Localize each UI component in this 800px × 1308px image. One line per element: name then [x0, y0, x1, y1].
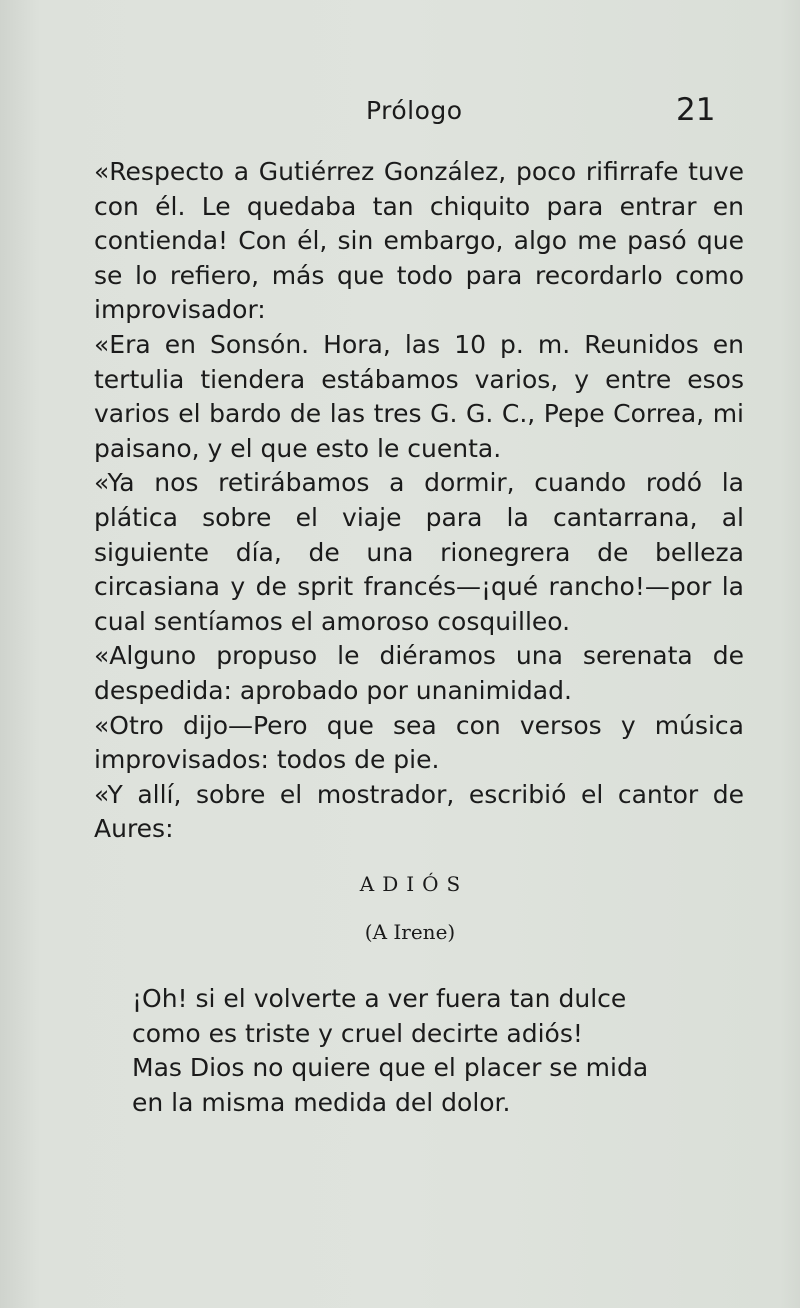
poem-body — [132, 982, 732, 1120]
poem-heading — [0, 872, 800, 944]
poem-line: ¡Oh! si el volverte a ver fuera tan dulce — [132, 984, 627, 1013]
paragraph: «Alguno propuso le diéramos una serenata de despedida: aprobado por unanimidad. — [94, 641, 744, 705]
poem-line: Mas Dios no quiere que el placer se mida — [132, 1053, 649, 1083]
prose-body — [94, 155, 744, 847]
poem-title: ADIÓS — [359, 872, 469, 896]
paragraph: «Respecto a Gutiérrez González, poco rifirrafe tuve con él. Le quedaba tan chiquito para entrar en contienda! Con él, sin embargo, algo me pasó que se lo refiero, más que todo para recordarlo como improvisador: — [94, 157, 744, 325]
poem-line: en la misma medida del dolor. — [132, 1087, 511, 1117]
paragraph: «Y allí, sobre el mostrador, escribió el cantor de Aures: — [94, 779, 744, 844]
page-header — [0, 86, 800, 126]
poem-dedication: (A Irene) — [364, 920, 456, 944]
paragraph: «Otro dijo—Pero que sea con versos y música improvisados: todos de pie. — [94, 710, 744, 775]
poem-line: como es triste y cruel decirte adiós! — [132, 1018, 583, 1048]
paragraph: «Ya nos retirábamos a dormir, cuando rodó la plática sobre el viaje para la cantarrana, al siguiente día, de una rionegrera de belleza circasiana y de sprit francés—¡qué rancho!—por la cual sentíamos el amoroso cosquilleo. — [94, 468, 744, 636]
paragraph: «Era en Sonsón. Hora, las 10 p. m. Reunidos en tertulia tiendera estábamos varios, y entre esos varios el bardo de las tres G. G. C., Pepe Correa, mi paisano, y el que esto le cuenta. — [94, 329, 744, 463]
page-number: 21 — [676, 92, 716, 128]
running-title: Prólogo — [366, 96, 463, 125]
